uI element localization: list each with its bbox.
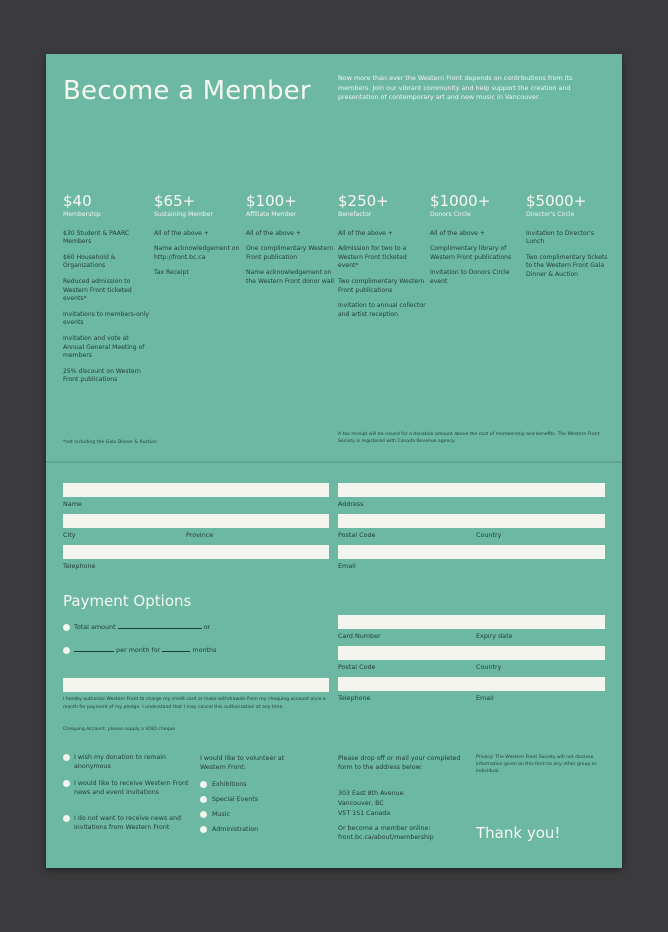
volunteer-music-label: Music — [212, 811, 230, 818]
total-amount-radio[interactable] — [63, 624, 70, 631]
billing-country-label: Country — [476, 663, 502, 671]
postal-country-field[interactable] — [338, 514, 605, 528]
tier-benefit: All of the above + — [430, 229, 485, 237]
total-amount-option — [74, 623, 210, 632]
tier-price: $1000+ — [430, 192, 491, 210]
tier-name: Membership — [63, 211, 101, 218]
tier-name: Donors Circle — [430, 211, 471, 218]
tier-benefit: Invitation to Donors Circle event — [430, 269, 510, 285]
fold-line — [46, 461, 622, 463]
no-news-label: I do not want to receive news and invitations from Western Front — [74, 815, 181, 832]
no-news-radio[interactable] — [63, 815, 70, 822]
country-label: Country — [476, 531, 502, 539]
tier-benefactor — [338, 192, 426, 326]
tier-membership — [63, 192, 151, 392]
city-province-field[interactable] — [63, 514, 329, 528]
address-line-2: Vancouver, BC — [338, 800, 384, 807]
mail-instructions: Please drop off or mail your completed form to the address below: — [338, 755, 461, 772]
tier-affiliate — [246, 192, 334, 294]
billing-email-label: Email — [476, 694, 494, 702]
anonymous-radio[interactable] — [63, 754, 70, 761]
tier-name: Sustaining Member — [154, 211, 214, 218]
anonymous-label: I wish my donation to remain anonymous — [74, 754, 167, 771]
tier-benefit: Reduced admission to Western Front ticketed events* — [63, 277, 132, 303]
tier-price: $250+ — [338, 192, 389, 210]
months-label: months — [192, 646, 217, 654]
tier-benefit: Tax Receipt — [154, 269, 189, 277]
total-amount-blank[interactable] — [118, 628, 202, 629]
billing-postal-field[interactable] — [338, 646, 605, 660]
tier-benefit: Admission for two to a Western Front ticketed event* — [338, 245, 407, 270]
tier-benefit: Name acknowledgement on the Western Front donor wall — [246, 269, 334, 285]
tier-sustaining — [154, 192, 242, 285]
tier-benefit: Invitations to members-only events — [63, 310, 150, 327]
email-field[interactable] — [338, 545, 605, 559]
signature-field[interactable] — [63, 678, 329, 692]
tier-name: Director's Circle — [526, 211, 575, 218]
per-month-label: per month for — [116, 646, 161, 654]
volunteer-special-events-label: Special Events — [212, 796, 259, 803]
address-line-3: V5T 1S1 Canada — [338, 810, 391, 817]
months-blank[interactable] — [162, 651, 190, 652]
online-label: Or become a member online: — [338, 825, 431, 832]
chequing-note: Chequing Account: please supply a VOID cheque — [63, 727, 176, 732]
tier-price: $100+ — [246, 192, 297, 210]
tier-benefit: Name acknowledgement on http://front.bc.ca — [154, 245, 240, 261]
volunteer-music-radio[interactable] — [200, 811, 207, 818]
tier-benefit: All of the above + — [338, 229, 393, 237]
volunteer-exhibitions-radio[interactable] — [200, 781, 207, 788]
tier-name: Affiliate Member — [246, 211, 297, 218]
tier-price: $5000+ — [526, 192, 587, 210]
tier-benefit: Complimentary library of Western Front publications — [430, 245, 512, 261]
address-line-1: 303 East 8th Avenue — [338, 790, 404, 797]
billing-postal-label: Postal Code — [338, 663, 376, 671]
volunteer-exhibitions-label: Exhibitions — [212, 781, 247, 788]
name-field[interactable] — [63, 483, 329, 497]
tier-price: $40 — [63, 192, 92, 210]
tier-benefit: All of the above + — [154, 229, 209, 237]
billing-telephone-label: Telephone — [338, 694, 371, 702]
tier-benefit: Invitation to Director's Lunch — [526, 229, 595, 246]
intro-text: Now more than ever the Western Front depends on contributions from its members. Join our vibrant community and help support the creation and presentation of contemporary art and new music in Vancouver. — [338, 74, 573, 102]
privacy-note: Privacy: The Western Front Society will not disclose information given on this form to any other group or individual. — [476, 755, 597, 774]
volunteer-administration-radio[interactable] — [200, 826, 207, 833]
volunteer-administration-label: Administration — [212, 826, 259, 833]
receive-news-label: I would like to receive Western Front news and event invitations — [74, 780, 189, 797]
tier-donors-circle — [430, 192, 518, 294]
or-label: or — [203, 623, 211, 631]
monthly-amount-blank[interactable] — [74, 651, 114, 652]
telephone-field[interactable] — [63, 545, 329, 559]
province-label: Province — [186, 531, 214, 539]
volunteer-special-events-radio[interactable] — [200, 796, 207, 803]
receive-news-radio[interactable] — [63, 780, 70, 787]
name-label: Name — [63, 500, 82, 508]
expiry-date-label: Expiry date — [476, 632, 513, 640]
card-number-label: Card Number — [338, 632, 381, 640]
thank-you: Thank you! — [476, 824, 561, 842]
tier-price: $65+ — [154, 192, 196, 210]
tier-directors-circle — [526, 192, 614, 287]
tax-footnote: A tax receipt will be issued for a donation amount above the cost of membership and benefits. The Western Front Society is registered with Canada Revenue agency. — [338, 432, 600, 444]
city-label: City — [63, 531, 76, 539]
gala-footnote: *not including the Gala Dinner & Auction — [63, 440, 157, 445]
billing-contact-field[interactable] — [338, 677, 605, 691]
monthly-radio[interactable] — [63, 647, 70, 654]
tier-benefit: Invitation to annual collector and artist reception — [338, 302, 426, 318]
payment-heading: Payment Options — [63, 592, 192, 610]
authorization-text: I hereby authorize Western Front to charge my credit card or make withdrawals from my chequing account once a month for payment of my pledge. I understand that I may cancel this authorization at any time. — [63, 697, 326, 710]
page-title: Become a Member — [63, 76, 311, 106]
tier-name: Benefactor — [338, 211, 372, 218]
tier-benefit: Two complimentary Western Front publications — [338, 277, 425, 294]
tier-benefit: 25% discount on Western Front publications — [63, 367, 141, 384]
tier-benefit: Two complimentary tickets to the Western Front Gala Dinner & Auction — [526, 253, 608, 278]
membership-form-sheet — [46, 54, 622, 868]
tier-benefit: Invitation and vote at Annual General Meeting of members — [63, 334, 145, 360]
tier-benefit: $60 Household & Organizations — [63, 253, 116, 270]
total-amount-label: Total amount — [74, 623, 116, 631]
address-label: Address — [338, 500, 364, 508]
tier-benefit: All of the above + — [246, 229, 301, 237]
monthly-option — [74, 646, 216, 655]
tier-benefit: $30 Student & PAARC Members — [63, 229, 130, 246]
card-number-field[interactable] — [338, 615, 605, 629]
postal-code-label: Postal Code — [338, 531, 376, 539]
volunteer-heading: I would like to volunteer at Western Front: — [200, 755, 285, 772]
telephone-label: Telephone — [63, 562, 96, 570]
email-label: Email — [338, 562, 356, 570]
tier-benefit: One complimentary Western Front publication — [246, 245, 334, 261]
address-field[interactable] — [338, 483, 605, 497]
membership-url-link[interactable]: front.bc.ca/about/membership — [338, 834, 434, 841]
